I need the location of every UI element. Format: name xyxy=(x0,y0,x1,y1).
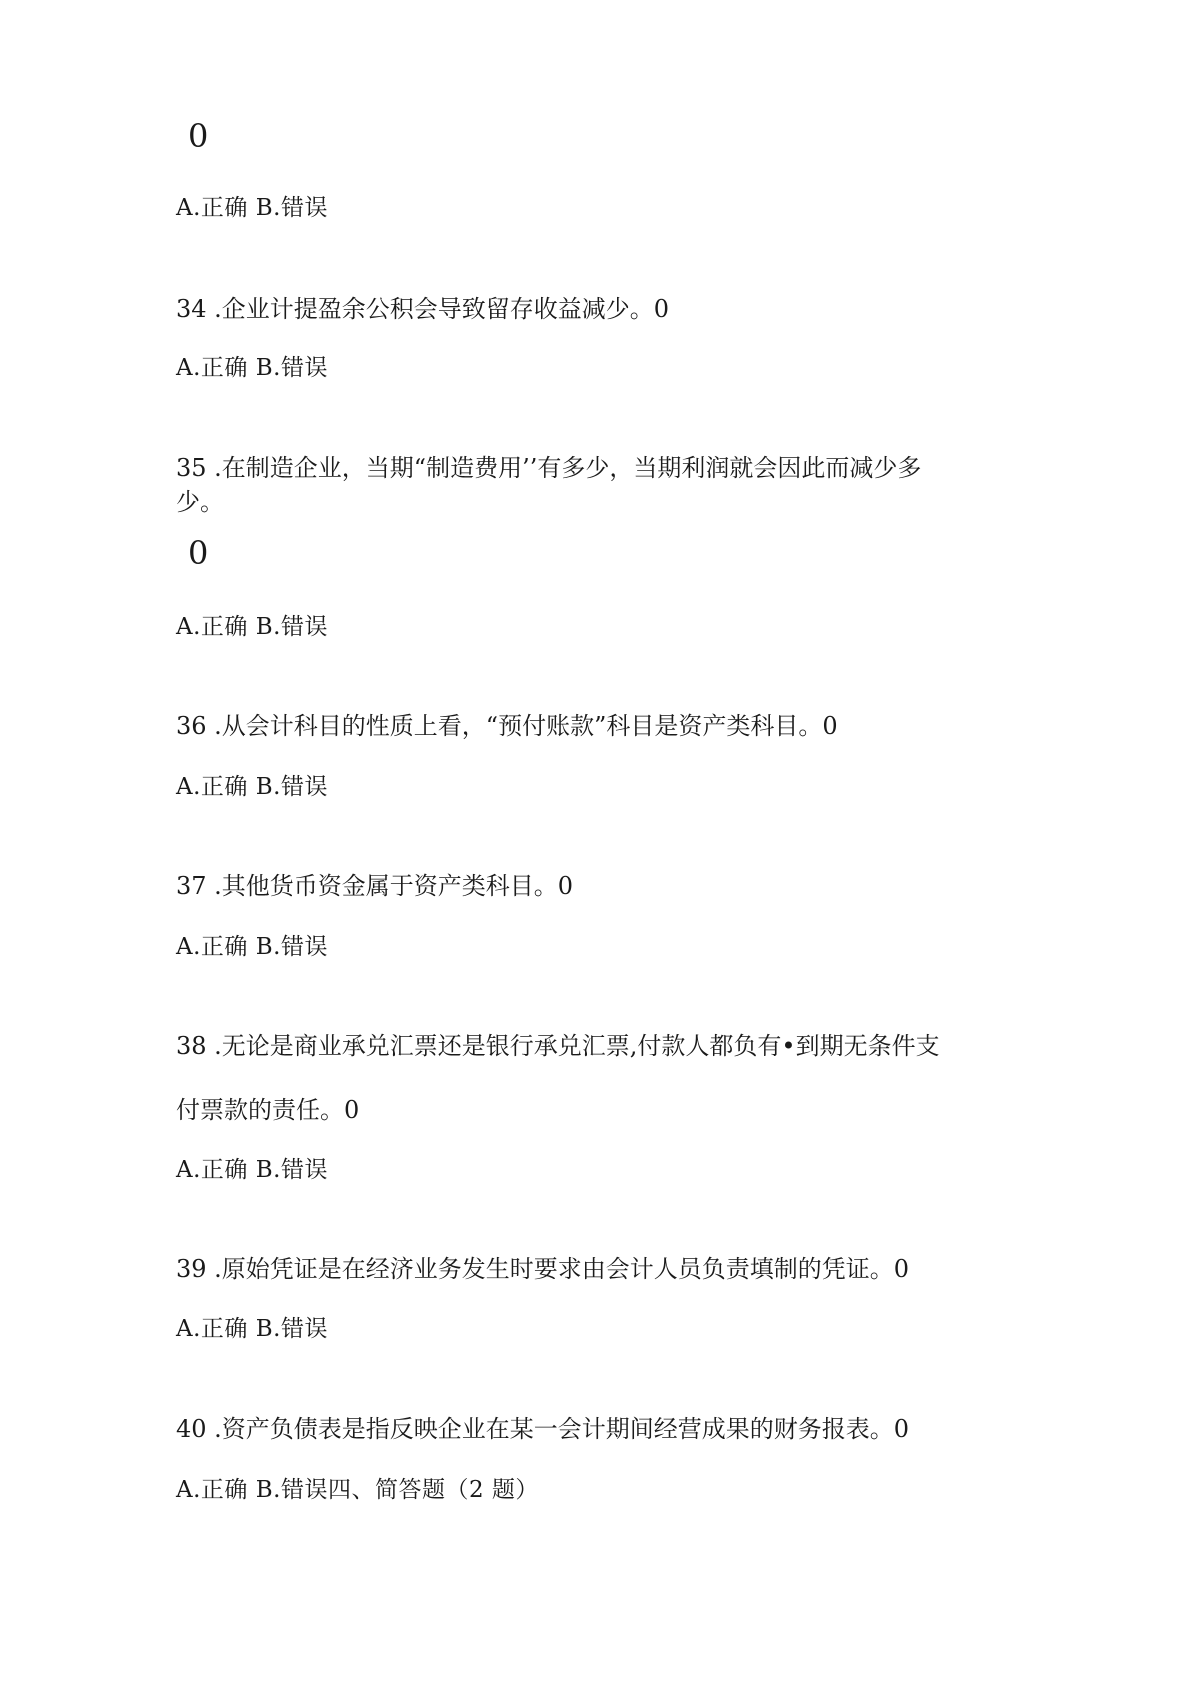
answer-placeholder-zero: 0 xyxy=(188,534,209,572)
options-and-section-heading: A.正确 B.错误四、简答题（2 题） xyxy=(176,1477,539,1503)
options-line: A.正确 B.错误 xyxy=(176,614,328,640)
options-line: A.正确 B.错误 xyxy=(176,774,328,800)
options-line: A.正确 B.错误 xyxy=(176,1157,328,1183)
question-35-line-1: 35 .在制造企业，当期“制造费用’’有多少，当期利润就会因此而减少多 xyxy=(176,454,922,482)
question-35-line-2: 少。 xyxy=(176,488,224,516)
question-39: 39 .原始凭证是在经济业务发生时要求由会计人员负责填制的凭证。0 xyxy=(176,1255,910,1283)
options-line: A.正确 B.错误 xyxy=(176,195,328,221)
question-38-line-2: 付票款的责任。0 xyxy=(176,1096,360,1124)
options-line: A.正确 B.错误 xyxy=(176,1316,328,1342)
answer-placeholder-zero: 0 xyxy=(188,117,209,155)
question-34: 34 .企业计提盈余公积会导致留存收益减少。0 xyxy=(176,295,670,323)
options-line: A.正确 B.错误 xyxy=(176,355,328,381)
options-line: A.正确 B.错误 xyxy=(176,934,328,960)
question-36: 36 .从会计科目的性质上看，“预付账款”科目是资产类科目。0 xyxy=(176,712,838,740)
question-40: 40 .资产负债表是指反映企业在某一会计期间经营成果的财务报表。0 xyxy=(176,1415,910,1443)
question-37: 37 .其他货币资金属于资产类科目。0 xyxy=(176,872,574,900)
question-38-line-1: 38 .无论是商业承兑汇票还是银行承兑汇票,付款人都负有•到期无条件支 xyxy=(176,1032,940,1060)
